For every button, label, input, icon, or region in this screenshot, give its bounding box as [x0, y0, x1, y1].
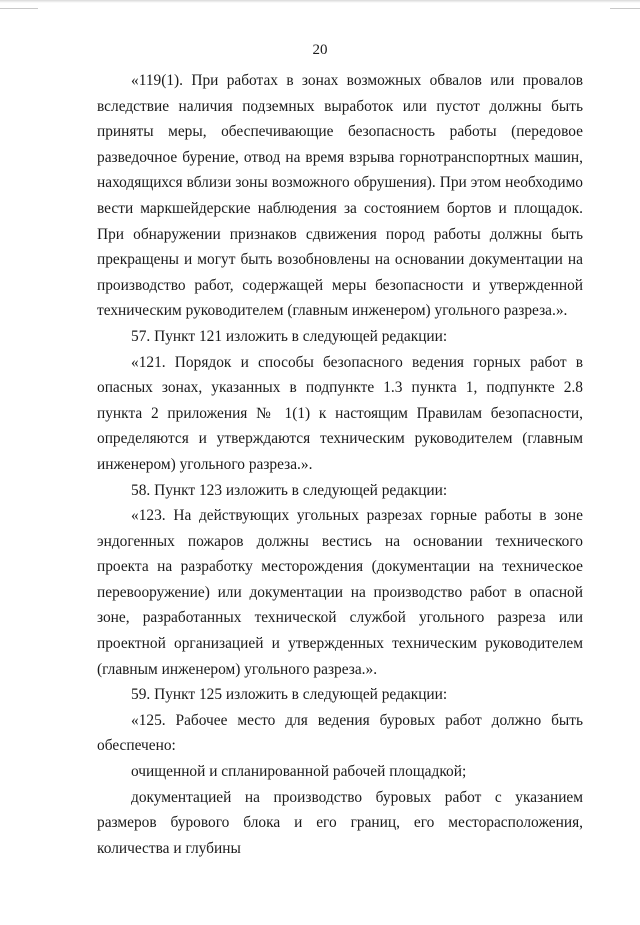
paragraph-documentation: документацией на производство буровых работ с указанием размеров бурового блока и его границ, его месторасположения, количества и глубины [97, 788, 583, 857]
paragraph-item-57: 57. Пункт 121 изложить в следующей редакции: [131, 327, 448, 345]
paragraph-123: «123. На действующих угольных разрезах горные работы в зоне эндогенных пожаров должны вестись на основании технического проекта на разработку месторождения (документации на техническое перевооружение) или документации на производство работ в опасной зоне, разработанных технической службой угольного разреза или проектной организацией и утвержденных техническим руководителем (главным инженером) угольного разреза.». [97, 507, 583, 678]
document-body [97, 68, 583, 861]
paragraph-125: «125. Рабочее место для ведения буровых работ должно быть обеспечено: [97, 711, 583, 755]
paragraph-121: «121. Порядок и способы безопасного ведения горных работ в опасных зонах, указанных в подпункте 1.3 пункта 1, подпункте 2.8 пункта 2 приложения № 1(1) к настоящим Правилам безопасности, определяются и утверждаются техническим руководителем (главным инженером) угольного разреза.». [97, 353, 583, 473]
paragraph-item-59: 59. Пункт 125 изложить в следующей редакции: [131, 686, 448, 704]
page-number: 20 [312, 42, 328, 58]
paragraph-work-area: очищенной и спланированной рабочей площадкой; [131, 763, 467, 781]
scan-edge [0, 0, 640, 3]
scan-mark [610, 8, 640, 9]
paragraph-item-58: 58. Пункт 123 изложить в следующей редакции: [131, 481, 448, 499]
paragraph-119-1: «119(1). При работах в зонах возможных обвалов или провалов вследствие наличия подземных выработок или пустот должны быть приняты меры, обеспечивающие безопасность работы (передовое разведочное бурение, отвод на время взрыва горнотранспортных машин, находящихся вблизи зоны возможного обрушения). При этом необходимо вести маркшейдерские наблюдения за состоянием бортов и площадок. При обнаружении признаков сдвижения пород работы должны быть прекращены и могут быть возобновлены на основании документации на производство работ, содержащей меры безопасности и утвержденной техническим руководителем (главным инженером) угольного разреза.». [97, 72, 583, 320]
scan-mark [0, 8, 38, 9]
